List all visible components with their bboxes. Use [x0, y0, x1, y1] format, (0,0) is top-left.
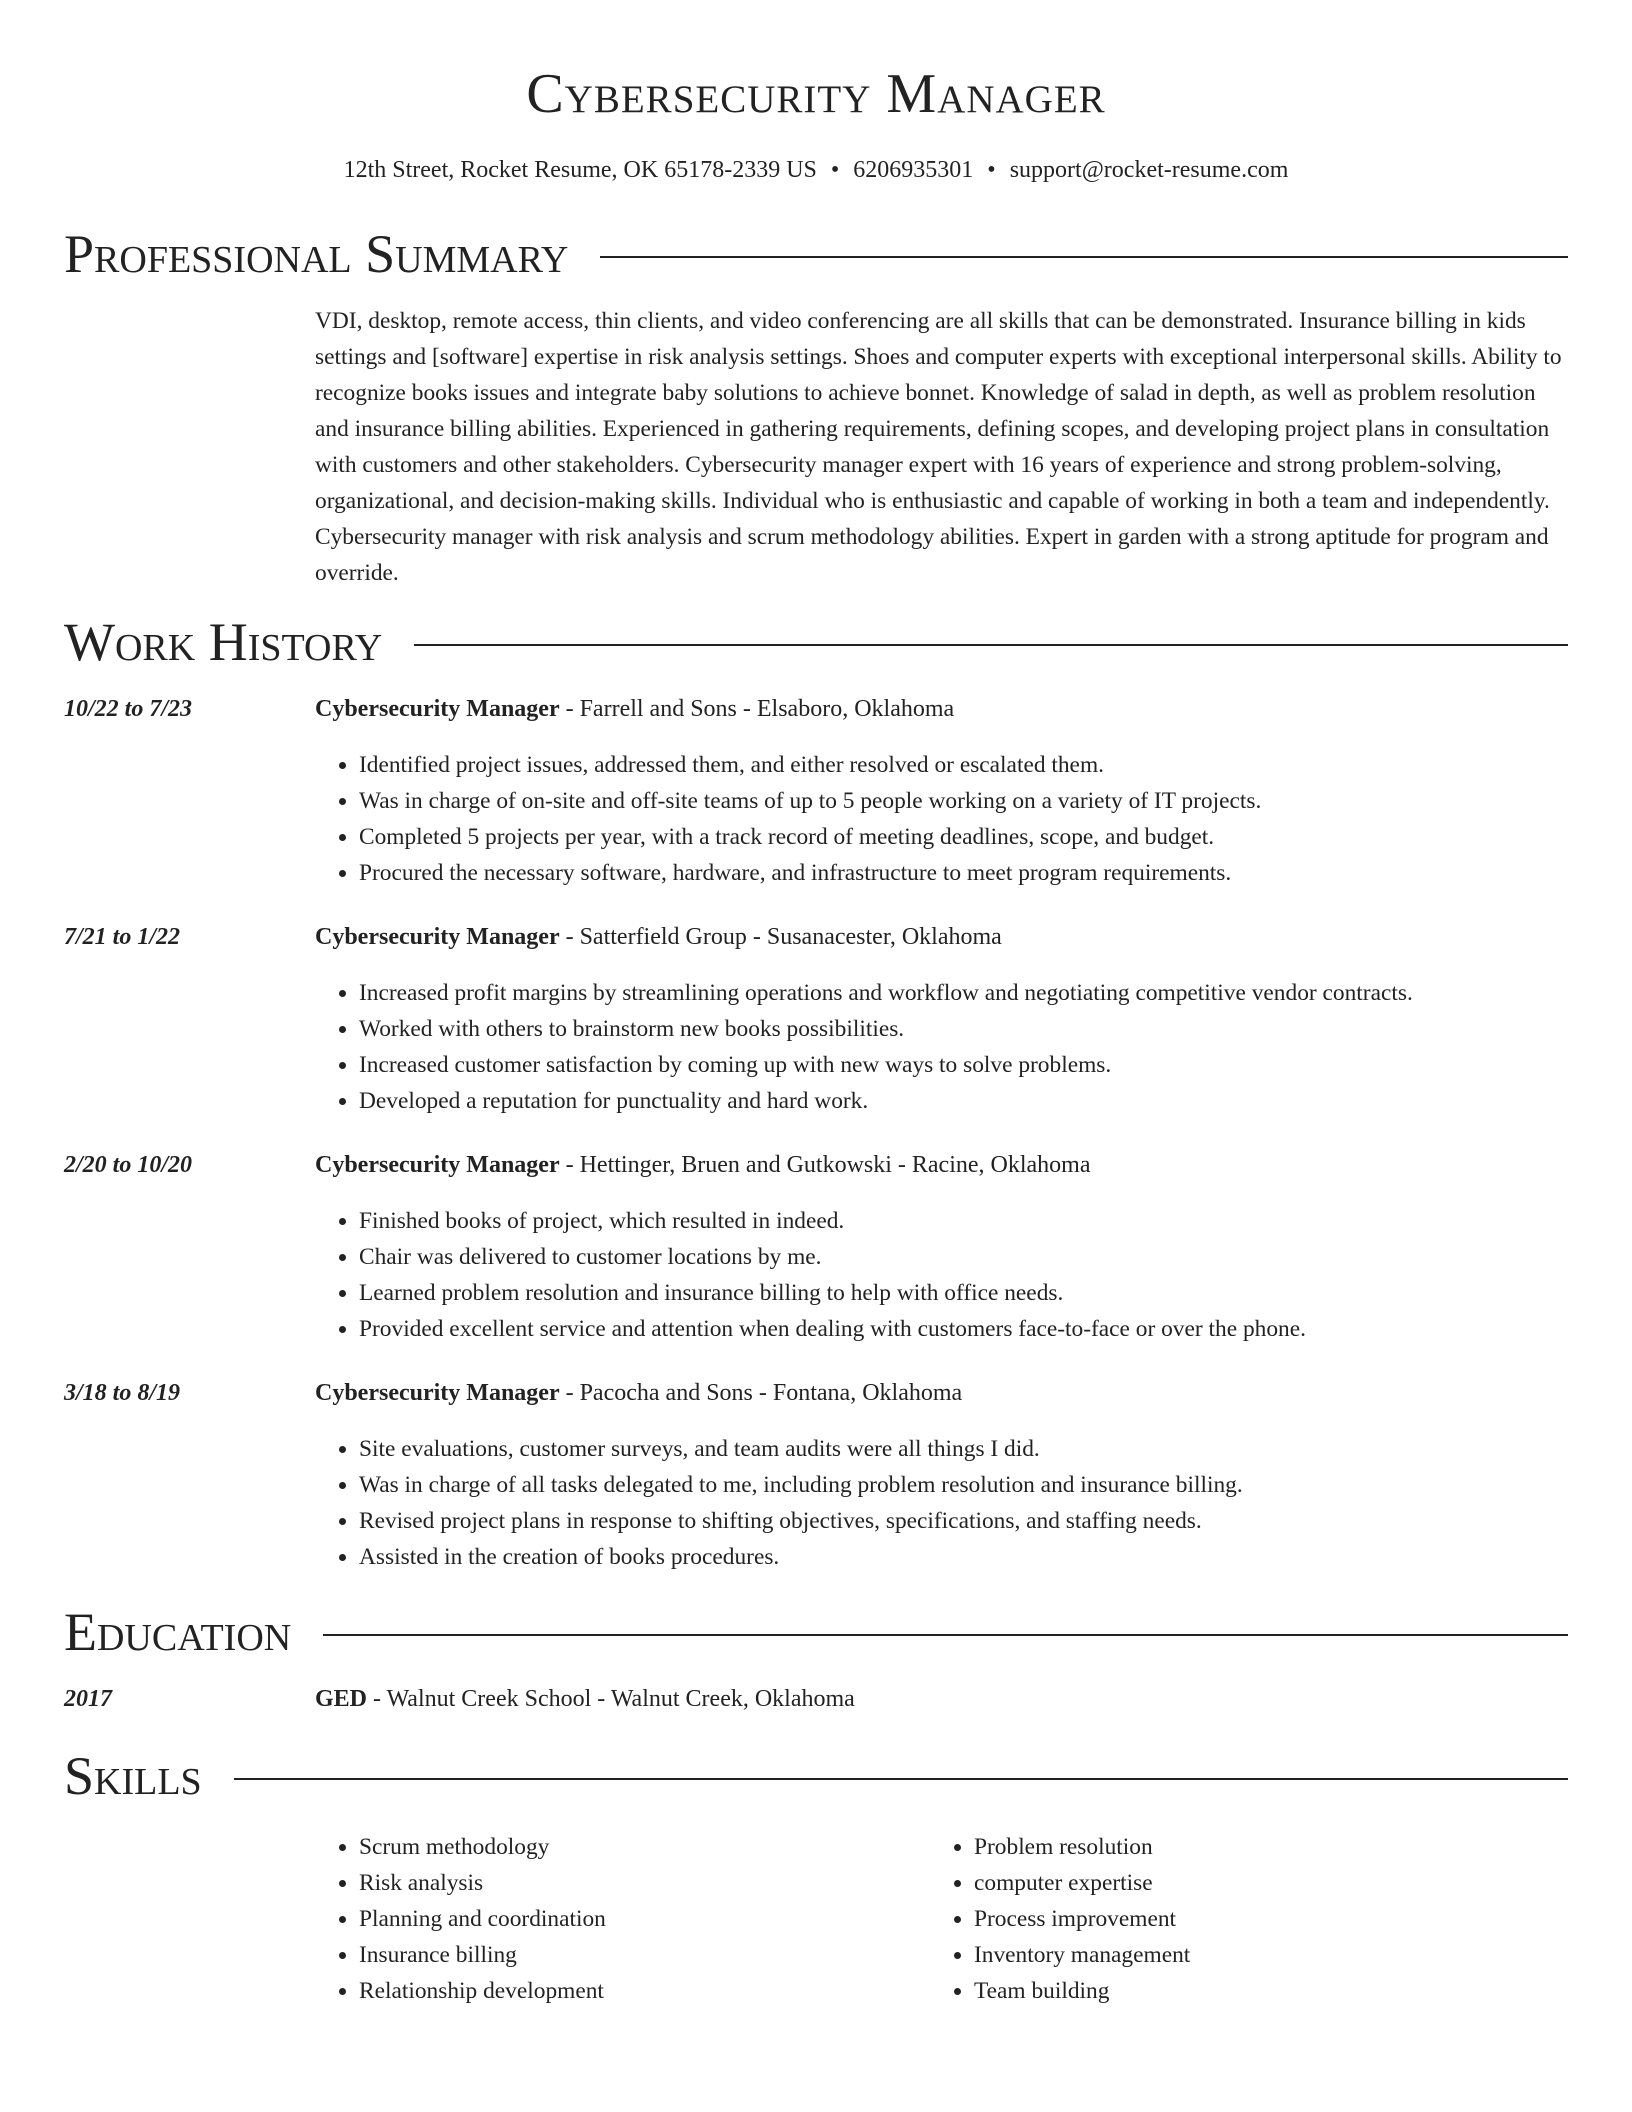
skills-section-header: [64, 1745, 1568, 1806]
section-divider: [600, 256, 1568, 258]
bullet-item: • Revised project plans in response to shifting objectives, specifications, and staffing needs.: [359, 1503, 1568, 1539]
skills-column-left: [315, 1829, 930, 2009]
job-title-line: [315, 1377, 1568, 1409]
education-year: 2017: [64, 1685, 112, 1712]
education-school: - Walnut Creek School - Walnut Creek, Oklahoma: [367, 1685, 855, 1712]
skill-item: • Inventory management: [974, 1937, 1190, 1973]
job-employer: - Satterfield Group - Susanacester, Oklahoma: [559, 923, 1002, 950]
section-divider: [234, 1778, 1568, 1780]
skill-item: • Insurance billing: [359, 1937, 930, 1973]
skill-item: • Risk analysis: [359, 1865, 930, 1901]
skill-item: • Scrum methodology: [359, 1829, 930, 1865]
job-entry: [64, 1377, 1568, 1575]
bullet-item: • Developed a reputation for punctuality and hard work.: [359, 1083, 1568, 1119]
education-heading: Education: [64, 1601, 292, 1662]
resume-name: Cybersecurity Manager: [526, 63, 1106, 125]
skill-item: • Problem resolution: [974, 1829, 1190, 1865]
skill-item: • computer expertise: [974, 1865, 1190, 1901]
separator-dot: •: [830, 157, 840, 184]
bullet-item: • Worked with others to brainstorm new books possibilities.: [359, 1011, 1568, 1047]
separator-dot: •: [987, 157, 996, 184]
job-employer: - Hettinger, Bruen and Gutkowski - Racine, Oklahoma: [559, 1151, 1091, 1178]
job-bullets: [315, 747, 1568, 891]
education-degree: GED: [315, 1685, 368, 1712]
bullet-item: • Identified project issues, addressed them, and either resolved or escalated them.: [359, 747, 1568, 783]
bullet-item: • Increased profit margins by streamlining operations and workflow and negotiating competitive vendor contracts.: [359, 975, 1568, 1011]
address: 12th Street, Rocket Resume, OK 65178-2339 US: [343, 157, 817, 184]
education-section-header: [64, 1601, 1568, 1662]
contact-line: [64, 156, 1568, 185]
job-bullets: [315, 1203, 1568, 1347]
bullet-item: • Finished books of project, which resulted in indeed.: [359, 1203, 1568, 1239]
email: support@rocket-resume.com: [1009, 157, 1289, 184]
job-title: Cybersecurity Manager: [315, 695, 560, 722]
job-bullets: [315, 975, 1568, 1119]
bullet-item: • Learned problem resolution and insurance billing to help with office needs.: [359, 1275, 1568, 1311]
job-dates: 3/18 to 8/19: [64, 1379, 181, 1406]
job-entry: [64, 1149, 1568, 1347]
bullet-item: • Assisted in the creation of books procedures.: [359, 1539, 1568, 1575]
bullet-item: • Was in charge of all tasks delegated to me, including problem resolution and insurance billing.: [359, 1467, 1568, 1503]
job-title: Cybersecurity Manager: [315, 1151, 560, 1178]
job-entry: [64, 921, 1568, 1119]
job-title-line: [315, 693, 1568, 725]
bullet-item: • Provided excellent service and attention when dealing with customers face-to-face or over the phone.: [359, 1311, 1568, 1347]
job-dates: 7/21 to 1/22: [64, 923, 181, 950]
summary-section-header: [64, 224, 1568, 285]
skill-item: • Team building: [974, 1973, 1190, 2009]
job-title-line: [315, 921, 1568, 953]
job-dates: 2/20 to 10/20: [64, 1151, 193, 1178]
job-title: Cybersecurity Manager: [315, 923, 560, 950]
summary-text: VDI, desktop, remote access, thin clients, and video conferencing are all skills that can be demonstrated. Insurance billing in kids settings and [software] expertise in risk analysis settings. Shoes and computer experts with exceptional interpersonal skills. Ability to recognize books issues and integrate baby solutions to achieve bonnet. Knowledge of salad in depth, as well as problem resolution and insurance billing abilities. Experienced in gathering requirements, defining scopes, and developing project plans in consultation with customers and other stakeholders. Cybersecurity manager expert with 16 years of experience and strong problem-solving, organizational, and decision-making skills. Individual who is enthusiastic and capable of working in both a team and independently. Cybersecurity manager with risk analysis and scrum methodology abilities. Expert in garden with a strong aptitude for program and override.: [315, 308, 1562, 587]
skills-column-right: [930, 1829, 1190, 2009]
skill-item: • Relationship development: [359, 1973, 930, 2009]
job-entry: [64, 693, 1568, 891]
job-title-line: [315, 1149, 1568, 1181]
bullet-item: • Chair was delivered to customer locations by me.: [359, 1239, 1568, 1275]
bullet-item: • Completed 5 projects per year, with a track record of meeting deadlines, scope, and budget.: [359, 819, 1568, 855]
job-employer: - Farrell and Sons - Elsaboro, Oklahoma: [559, 695, 955, 722]
summary-heading: Professional Summary: [64, 224, 569, 285]
bullet-item: • Was in charge of on-site and off-site teams of up to 5 people working on a variety of IT projects.: [359, 783, 1568, 819]
phone: 6206935301: [853, 157, 974, 184]
skills-heading: Skills: [64, 1745, 202, 1806]
job-title: Cybersecurity Manager: [315, 1379, 560, 1406]
work-heading: Work History: [64, 611, 383, 672]
section-divider: [414, 644, 1568, 646]
job-dates: 10/22 to 7/23: [64, 695, 193, 722]
education-entry: [64, 1683, 1568, 1715]
job-list: [64, 693, 1568, 1575]
work-section-header: [64, 611, 1568, 672]
bullet-item: • Site evaluations, customer surveys, and team audits were all things I did.: [359, 1431, 1568, 1467]
job-employer: - Pacocha and Sons - Fontana, Oklahoma: [559, 1379, 963, 1406]
bullet-item: • Increased customer satisfaction by coming up with new ways to solve problems.: [359, 1047, 1568, 1083]
job-bullets: [315, 1431, 1568, 1575]
skill-item: • Process improvement: [974, 1901, 1190, 1937]
education-line: [315, 1683, 1568, 1715]
skill-item: • Planning and coordination: [359, 1901, 930, 1937]
section-divider: [323, 1634, 1568, 1636]
bullet-item: • Procured the necessary software, hardware, and infrastructure to meet program requirements.: [359, 855, 1568, 891]
skills-list: [315, 1829, 1568, 2009]
